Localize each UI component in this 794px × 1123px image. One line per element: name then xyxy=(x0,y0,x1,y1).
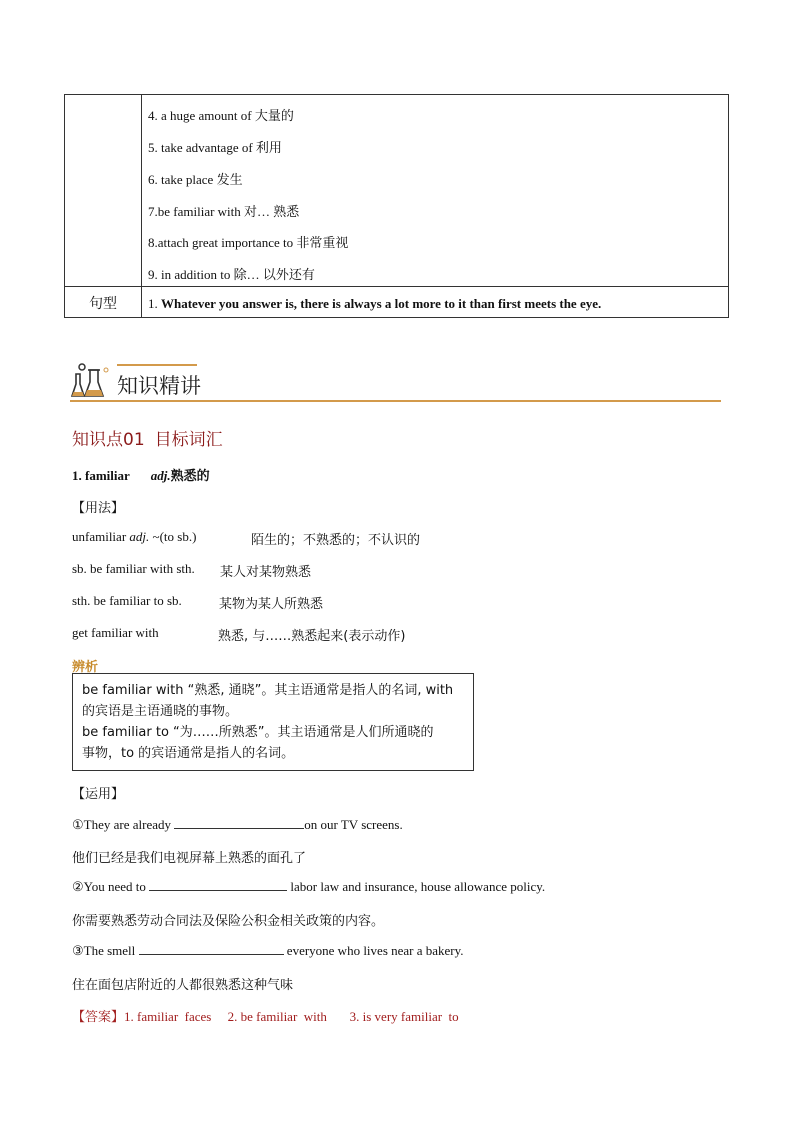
practice-item xyxy=(72,878,545,895)
practice-num: ① xyxy=(72,817,84,832)
analysis-line: be familiar to “为……所熟悉”。其主语通常是人们所通晓的 xyxy=(82,725,434,740)
usage-en: unfamiliar xyxy=(72,529,127,544)
section-accent-line xyxy=(117,364,197,366)
section-rule xyxy=(70,400,721,402)
phrase-row: 5. take advantage of 利用 xyxy=(148,140,282,155)
practice-heading: 【运用】 xyxy=(72,787,125,802)
analysis-line: 事物，to 的宾语通常是指人的名词。 xyxy=(82,746,295,761)
practice-num: ② xyxy=(72,879,84,894)
answer-text: 1. familiar faces 2. be familiar with 3. is very familiar to xyxy=(124,1009,459,1024)
practice-before: You need to xyxy=(83,879,146,894)
knowledge-point-label: 知识点01 xyxy=(72,430,145,450)
usage-cn: 某物为某人所熟悉 xyxy=(219,597,324,612)
analysis-tag: 辨析 xyxy=(72,660,99,675)
word-meaning: 熟悉的 xyxy=(170,469,210,484)
vocab-table xyxy=(64,94,729,318)
practice-translation: 住在面包店附近的人都很熟悉这种气味 xyxy=(72,978,294,993)
sentence-pattern xyxy=(148,296,601,312)
table-row-divider xyxy=(65,286,728,287)
practice-num: ③ xyxy=(72,943,84,958)
practice-item xyxy=(72,942,464,959)
sentence-text: Whatever you answer is, there is always a lot more to it than first meets the eye. xyxy=(161,296,602,311)
phrase-row: 7.be familiar with 对… 熟悉 xyxy=(148,204,300,219)
practice-item xyxy=(72,816,403,833)
flask-icon xyxy=(70,360,110,400)
phrase-row: 6. take place 发生 xyxy=(148,172,243,187)
phrase-row: 8.attach great importance to 非常重视 xyxy=(148,235,349,250)
practice-before: The smell xyxy=(83,943,136,958)
word-pos: adj. xyxy=(150,468,171,483)
usage-cn: 某人对某物熟悉 xyxy=(220,565,312,580)
answer-line xyxy=(72,1006,459,1025)
usage-pos: adj. xyxy=(129,529,150,544)
usage-cn: 熟悉, 与……熟悉起来(表示动作) xyxy=(218,629,406,644)
analysis-line: 的宾语是主语通晓的事物。 xyxy=(82,704,239,719)
table-column-divider xyxy=(141,95,142,317)
usage-en: get familiar with xyxy=(72,625,159,640)
sentence-pattern-label: 句型 xyxy=(89,295,117,312)
word-heading xyxy=(72,465,210,484)
knowledge-point-title xyxy=(72,425,223,450)
phrase-row: 9. in addition to 除… 以外还有 xyxy=(148,267,315,282)
practice-before: They are already xyxy=(83,817,171,832)
practice-after: on our TV screens. xyxy=(304,817,403,832)
practice-after: labor law and insurance, house allowance policy. xyxy=(290,879,546,894)
practice-translation: 他们已经是我们电视屏幕上熟悉的面孔了 xyxy=(72,851,307,866)
answer-label: 【答案】 xyxy=(72,1010,125,1025)
answer-blank[interactable] xyxy=(149,878,287,891)
answer-blank[interactable] xyxy=(174,816,304,829)
practice-translation: 你需要熟悉劳动合同法及保险公积金相关政策的内容。 xyxy=(72,914,385,929)
usage-rest: ~(to sb.) xyxy=(152,529,197,544)
analysis-box xyxy=(72,673,474,771)
section-title: 知识精讲 xyxy=(117,374,201,398)
knowledge-point-name: 目标词汇 xyxy=(154,430,223,450)
usage-en: sb. be familiar with sth. xyxy=(72,561,195,576)
sentence-number: 1. xyxy=(148,296,158,311)
word-head: 1. familiar xyxy=(72,468,130,483)
usage-heading: 【用法】 xyxy=(72,501,125,516)
usage-cn: 陌生的；不熟悉的；不认识的 xyxy=(251,533,421,548)
phrase-row: 4. a huge amount of 大量的 xyxy=(148,108,294,123)
analysis-line: be familiar with “熟悉, 通晓”。其主语通常是指人的名词, with xyxy=(82,683,454,698)
answer-blank[interactable] xyxy=(139,942,284,955)
practice-after: everyone who lives near a bakery. xyxy=(286,943,464,958)
usage-en: sth. be familiar to sb. xyxy=(72,593,182,608)
usage-item xyxy=(72,529,196,545)
